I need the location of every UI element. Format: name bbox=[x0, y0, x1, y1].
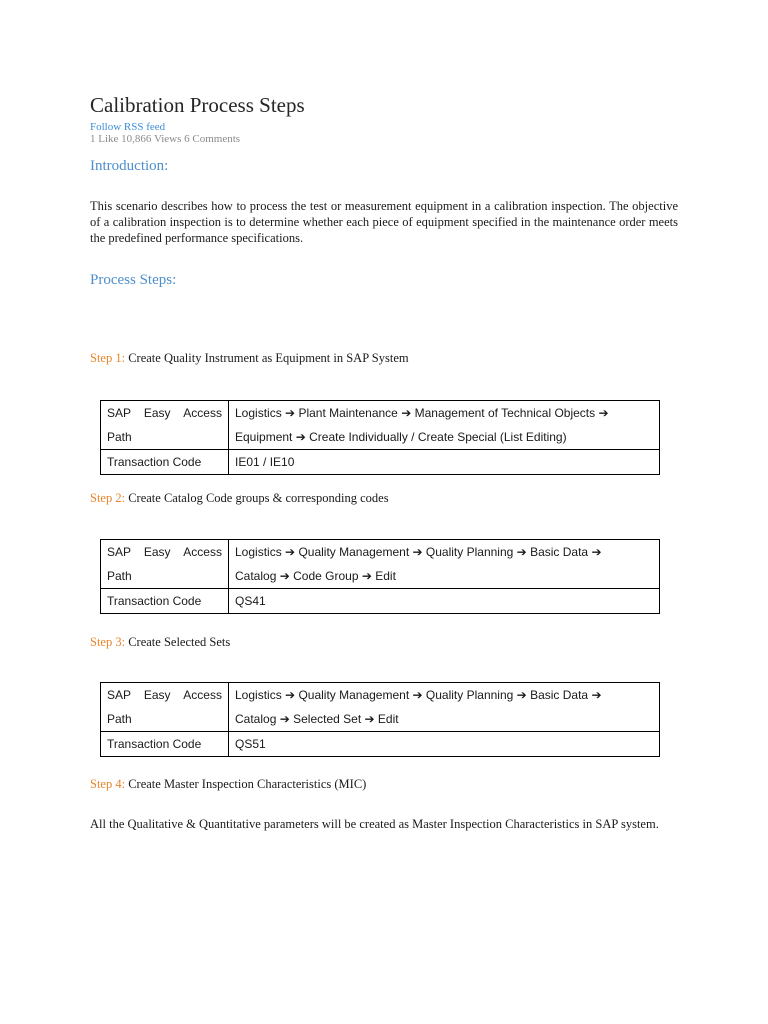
table-row bbox=[101, 589, 660, 614]
path-label-cell bbox=[101, 683, 229, 732]
arrow-icon: ➔ bbox=[412, 545, 423, 559]
path-label-word: Easy bbox=[143, 406, 171, 420]
step-3-table bbox=[100, 682, 660, 757]
arrow-icon: ➔ bbox=[361, 569, 372, 583]
path-segment: Quality Planning bbox=[425, 688, 514, 702]
tcode-label-cell: Transaction Code bbox=[101, 589, 229, 614]
path-label-word: Access bbox=[183, 688, 222, 702]
path-segment: Edit bbox=[375, 569, 396, 583]
tcode-label-cell: Transaction Code bbox=[101, 450, 229, 475]
path-segment: Catalog bbox=[235, 712, 277, 726]
path-segment: Management of Technical Objects bbox=[414, 406, 596, 420]
arrow-icon: ➔ bbox=[591, 688, 602, 702]
step-1-table bbox=[100, 400, 660, 475]
path-segment: Plant Maintenance bbox=[298, 406, 398, 420]
table-row bbox=[101, 401, 660, 450]
step-label: Step 4: bbox=[90, 777, 126, 791]
path-segment: Logistics bbox=[235, 406, 282, 420]
tcode-label-cell: Transaction Code bbox=[101, 732, 229, 757]
arrow-icon: ➔ bbox=[401, 406, 412, 420]
path-label-word: Access bbox=[183, 406, 222, 420]
step-label: Step 3: bbox=[90, 635, 126, 649]
path-label-cell bbox=[101, 540, 229, 589]
step-text: Create Master Inspection Characteristics (MIC) bbox=[128, 777, 367, 791]
introduction-heading: Introduction: bbox=[90, 158, 169, 174]
arrow-icon: ➔ bbox=[412, 688, 423, 702]
arrow-icon: ➔ bbox=[285, 688, 296, 702]
rss-feed-link[interactable]: Follow RSS feed bbox=[90, 121, 166, 133]
path-value-cell bbox=[229, 540, 660, 589]
step-2-table bbox=[100, 539, 660, 614]
arrow-icon: ➔ bbox=[591, 545, 602, 559]
table-row bbox=[101, 540, 660, 589]
tcode-value-cell: QS51 bbox=[229, 732, 660, 757]
path-value-cell bbox=[229, 401, 660, 450]
path-label-cell bbox=[101, 401, 229, 450]
arrow-icon: ➔ bbox=[285, 545, 296, 559]
arrow-icon: ➔ bbox=[295, 430, 306, 444]
step-text: Create Selected Sets bbox=[128, 635, 231, 649]
step-3-heading bbox=[90, 635, 230, 650]
step-text: Create Catalog Code groups & corresponding codes bbox=[128, 491, 389, 505]
arrow-icon: ➔ bbox=[598, 406, 609, 420]
arrow-icon: ➔ bbox=[279, 712, 290, 726]
closing-text: All the Qualitative & Quantitative parameters will be created as Master Inspection Characteristics in SAP system. bbox=[90, 817, 659, 831]
path-segment: Basic Data bbox=[530, 688, 589, 702]
path-segment: Quality Planning bbox=[425, 545, 514, 559]
path-label-word: Access bbox=[183, 545, 222, 559]
step-1-heading bbox=[90, 351, 409, 366]
introduction-text: This scenario describes how to process the test or measurement equipment in a calibration inspection. The objective of a calibration inspection is to determine whether each piece of equipment specified in the maintenance order meets the predefined performance specifications. bbox=[90, 199, 678, 245]
path-label-word: SAP bbox=[107, 545, 132, 559]
table-row bbox=[101, 732, 660, 757]
path-segment: Logistics bbox=[235, 545, 282, 559]
path-label-word: SAP bbox=[107, 406, 132, 420]
path-label-second-line: Path bbox=[107, 569, 132, 583]
table-row bbox=[101, 683, 660, 732]
path-label-second-line: Path bbox=[107, 712, 132, 726]
path-label-word: SAP bbox=[107, 688, 132, 702]
path-value-cell bbox=[229, 683, 660, 732]
path-segment: Logistics bbox=[235, 688, 282, 702]
step-label: Step 1: bbox=[90, 351, 126, 365]
path-segment: Edit bbox=[377, 712, 399, 726]
step-text: Create Quality Instrument as Equipment in SAP System bbox=[128, 351, 409, 365]
arrow-icon: ➔ bbox=[279, 569, 290, 583]
path-segment: Quality Management bbox=[298, 545, 410, 559]
step-2-heading bbox=[90, 491, 389, 506]
tcode-value-cell: QS41 bbox=[229, 589, 660, 614]
path-segment: Quality Management bbox=[298, 688, 410, 702]
arrow-icon: ➔ bbox=[364, 712, 375, 726]
path-segment: Catalog bbox=[235, 569, 277, 583]
path-segment: Code Group bbox=[293, 569, 359, 583]
path-segment: Create Individually / Create Special (List Editing) bbox=[309, 430, 567, 444]
arrow-icon: ➔ bbox=[516, 688, 527, 702]
step-4-heading bbox=[90, 777, 366, 792]
path-label-word: Easy bbox=[143, 545, 171, 559]
path-segment: Equipment bbox=[235, 430, 293, 444]
process-steps-heading: Process Steps: bbox=[90, 272, 177, 288]
path-segment: Selected Set bbox=[293, 712, 362, 726]
path-segment: Basic Data bbox=[530, 545, 589, 559]
path-label-word: Easy bbox=[143, 688, 171, 702]
step-label: Step 2: bbox=[90, 491, 126, 505]
arrow-icon: ➔ bbox=[516, 545, 527, 559]
page-title: Calibration Process Steps bbox=[90, 93, 305, 117]
table-row bbox=[101, 450, 660, 475]
arrow-icon: ➔ bbox=[285, 406, 296, 420]
tcode-value-cell: IE01 / IE10 bbox=[229, 450, 660, 475]
article-meta: 1 Like 10,866 Views 6 Comments bbox=[90, 133, 241, 145]
path-label-second-line: Path bbox=[107, 430, 132, 444]
